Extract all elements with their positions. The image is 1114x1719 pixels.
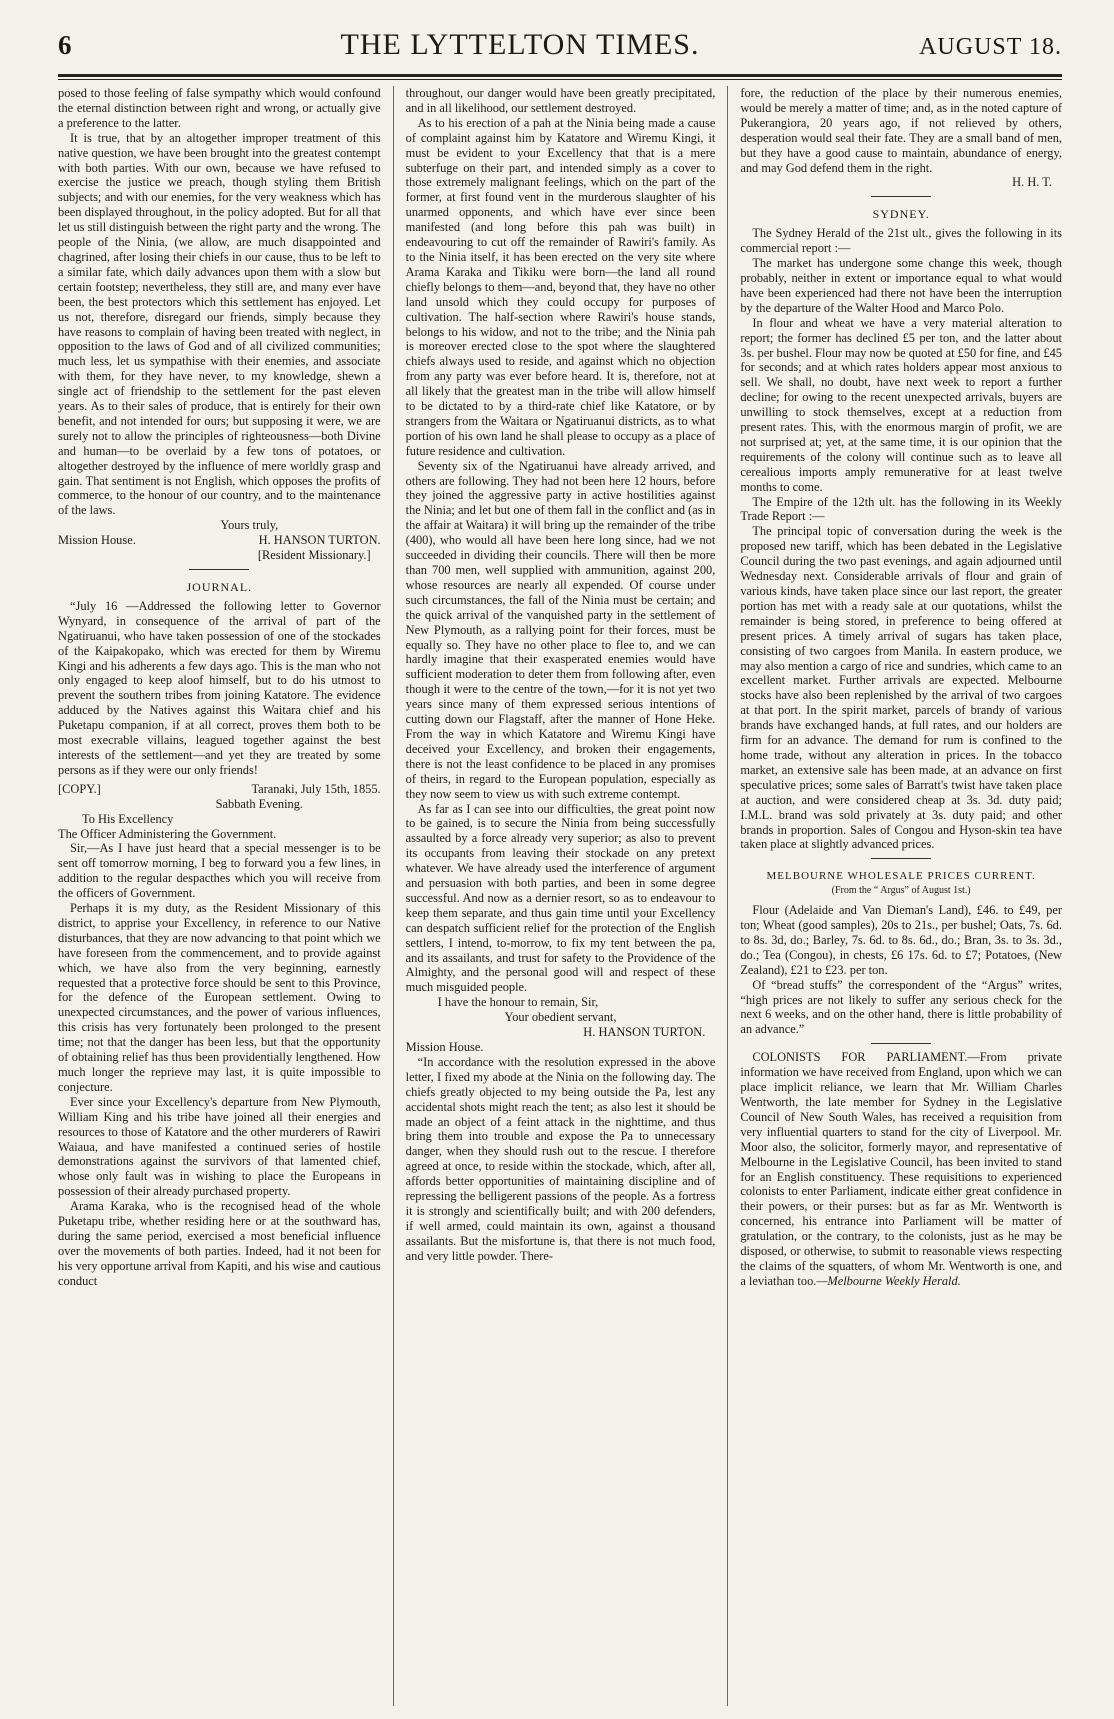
issue-date: AUGUST 18. xyxy=(919,34,1062,60)
paragraph: Seventy six of the Ngatiruanui have already arrived, and others are following. They had not been here 12 hours, before they joined the aggressive party in active hostilities against the Ninia; and let but one of them fall in the conflict and (as in the affair at Waitara) it will bring up the remainder of the tribe (400), who would all have been here long since, had we not succeeded in dividing their councils. There will then be more than 700 men, well supplied with ammunition, against 200, whose resources are nearly all expended. Of course under such circumstances, the fall of the Ninia must be certain; and the quick arrival of the vanquished party in the settlement of New Plymouth, as a rallying point for their forces, must be equally so. They have no other place to flee to, and we can hardly imagine that their exasperated enemies would have sufficient moderation to deter them from following after, even though it were to the centre of the town,—for it is not yet two years since many of them expressed serious intentions of cutting down our Flagstaff, after the manner of Hone Heke. From the way in which Katatore and Wiremu Kingi have deceived your Excellency, and broken their engagements, there is not the least confidence to be placed in any promises of theirs, in regard to the European population, especially as they now seem to view us with such extreme contempt. xyxy=(405,458,716,801)
paragraph: In flour and wheat we have a very material alteration to report; the former has declined £5 per ton, and the latter about 3s. per bushel. Flour may now be quoted at £50 for fine, and £45 for seconds; and at which rates holders appear most anxious to sell. We shall, no doubt, have next week to report a further decline; for owing to the recent unexpected arrivals, buyers are unwilling to stock themselves, except at a reduction from present rates. This, with the enormous margin of profit, we are not surprised at; yet, at the same time, it is our opinion that the requirements of the colony will continue such as to leave all cerealious imports amply remunerative for at least twelve months to come. xyxy=(740,315,1062,494)
paragraph: The Sydney Herald of the 21st ult., gives the following in its commercial report :— xyxy=(740,226,1062,256)
letter-place-date: Taranaki, July 15th, 1855. xyxy=(251,781,381,796)
closing-salutation: Yours truly, xyxy=(220,518,279,533)
page-number: 6 xyxy=(58,30,72,60)
paragraph: posed to those feeling of false sympathy which would confound the eternal distinction between right and wrong, or actually give a preference to the latter. xyxy=(58,86,381,130)
column-1 xyxy=(58,86,393,1706)
column-3 xyxy=(727,86,1062,1706)
masthead xyxy=(58,28,1062,68)
signature-name: H. HANSON TURTON. xyxy=(583,1025,706,1040)
signature-name: H. HANSON TURTON. xyxy=(258,533,381,548)
section-heading-sydney: SYDNEY. xyxy=(872,207,930,222)
paragraph: Sir,—As I have just heard that a special messenger is to be sent off tomorrow morning, I beg to forward you a few lines, in addition to the regular despacthes which you will receive from the officers of Government. xyxy=(58,841,381,901)
author-initials: H. H. T. xyxy=(1012,175,1052,190)
signature-place: Mission House. xyxy=(405,1040,484,1054)
paragraph: throughout, our danger would have been greatly precipitated, and in all likelihood, our settlement destroyed. xyxy=(405,86,716,115)
column-2 xyxy=(393,86,728,1706)
addressee-line: To His Excellency xyxy=(82,811,174,826)
paragraph: I have the honour to remain, Sir, xyxy=(437,995,599,1010)
source-credit: —Melbourne Weekly Herald. xyxy=(816,1273,961,1288)
paragraph: Ever since your Excellency's departure from New Plymouth, William King and his tribe have joined all their energies and resources to those of Katatore and the other murderers of Rawiri Waiaua, and have manifested a continued series of hostile demonstrations against the survivors of that lamented chief, whose only fault was in wishing to place the Europeans in possession of their already purchased property. xyxy=(58,1094,381,1199)
paragraph: Of “bread stuffs” the correspondent of the “Argus” writes, “high prices are not likely to suffer any serious check for the next 6 weeks, and on the other hand, there is little probability of an advance.” xyxy=(740,977,1062,1037)
paragraph: fore, the reduction of the place by their numerous enemies, would be merely a matter of time; and, as in the noted capture of Pukerangiora, 20 years ago, if not relieved by others, desperation would seal their fate. They are a small band of men, but they have a good cause to maintain, abundance of energy, and may God defend them in the right. xyxy=(740,86,1062,175)
signature-line xyxy=(58,533,381,548)
divider xyxy=(189,569,249,570)
paragraph: The market has undergone some change this week, though probably, neither in extent or importance equal to what would have been experienced had there not have been the interruption by the departure of the Walter Hood and Marco Polo. xyxy=(740,256,1062,315)
paragraph: “In accordance with the resolution expressed in the above letter, I fixed my abode at the Ninia on the following day. The chiefs greatly objected to my being outside the Pa, lest any accidental shots might reach the tent; as also lest it should be made an object of a feint attack in the nighttime, and thus bring them into trouble and expose the Pa to unnecessary danger, when they should rush out to the rescue. I therefore agreed at once, to reside within the stockade, which, after all, affords better opportunities of maintaining discipline and of repressing the belligerent passions of the people. As a fortress it is strongly and scientifically built; and with 200 defenders, if well armed, could maintain its own, against a thousand assailants. But the misfortune is, that there is not much food, and very little powder. There- xyxy=(405,1054,716,1263)
section-heading-journal: JOURNAL. xyxy=(186,580,253,594)
section-subheading: (From the “ Argus” of August 1st.) xyxy=(831,885,971,897)
divider xyxy=(871,858,931,859)
paragraph: “July 16 —Addressed the following letter to Governor Wynyard, in consequence of the arrival of part of the Ngatiruanui, who have taken possession of one of the stockades of the Kaipakopako, which was erected for them by Wiremu Kingi and his adherents a few days ago. This is the man who not only engaged to keep aloof himself, but to do his utmost to prevent the southern tribes from joining Katatore. The evidence adduced by the Natives against this Waitara chief and his Puketapu companion, if at all correct, proves them both to be most execrable villains, leagued together against the best interests of the settlement—and yet they are treated by some persons as if they were our only friends! xyxy=(58,598,381,777)
paragraph: It is true, that by an altogether improper treatment of this native question, we have been brought into the greatest contempt with both parties. With our own, because we have refused to exercise the justice we preach, though styling them British subjects; and with our enemies, for the very weakness which has been displayed throughout, in the policy adopted. But for all that let us still distinguish between the right party and the wrong. The people of the Ninia, (we allow, are much disappointed and chagrined, after losing their chiefs in our cause, thus to be left to a similar fate, which daily advances upon them with a slow but certain footstep; nevertheless, they still are, and many ever have been, the best protectors which this settlement has enjoyed. Let us not, therefore, disregard our friends, simply because they have reasons to complain of having been treated with neglect, in opposition to the laws of God and of all civilized communities; much less, let us sympathise with their enemies, and associate with them, for they have never, to my knowledge, shewn a single act of friendship to the settlement for the past eleven years. As to their sales of produce, that is entirely for their own benefit, and not intended for ours; but supposing it were, we are surely not to allow the principles of righteousness—both Divine and human—to be overlaid by a few tons of potatoes, or altogether destroyed by the influence of mere worldly grasp and gain. That sentiment is not English, which opposes the profits of commerce, to the honour of our country, and to the maintenance of the laws. xyxy=(58,130,381,518)
copy-label: [COPY.] xyxy=(58,781,101,796)
letter-header xyxy=(58,782,381,797)
newspaper-title: THE LYTTELTON TIMES. xyxy=(340,28,700,61)
signature-title: [Resident Missionary.] xyxy=(257,548,371,563)
addressee-line: The Officer Administering the Government. xyxy=(58,826,277,841)
paragraph: The principal topic of conversation during the week is the proposed new tariff, which has been debated in the Legislative Council during the two past evenings, and again adjourned until Wednesday next. Considerable arrivals of flour and grain of various kinds, have taken place since our last report, the greater portion has met with a ready sale at our quotations, whilst the remainder is being stored, in preference to being offered at present prices. A timely arrival of sugars has taken place, consisting of two cargoes from Manila. In eastern produce, we may also mention a cargo of rice and sundries, which came to an excellent market. Further arrivals are expected. Melbourne stocks have also been replenished by the arrival of two cargoes at that port. In the spirit market, parcels of brandy of various brands have exchanged hands, at full rates, and our holders are firm for an advance. The demand for rum is confined to the home trade, without any alteration in prices. In the tobacco market, an extensive sale has been made, at an advance on first speculative prices; some sales of Barratt's twist have taken place at auction, and were considered cheap at 3s. 3d. duty paid; I.M.L. brand was sold privately at 3s. duty paid; and other brands in proportion. Sales of Congou and Hyson-skin tea have taken place at slightly advanced prices. xyxy=(740,524,1062,852)
paragraph: —From private information we have received from England, upon which we can place implicit reliance, we learn that Mr. William Charles Wentworth, the late member for Sydney in the Legislative Council of New South Wales, has received a requisition from very influential quarters to stand for the city of Liverpool. Mr. Moor also, the solicitor, formerly mayor, and representative of Melbourne in the Legislative Council, has been invited to stand for an English constituency. These requisitions to experienced colonists to enter Parliament, indicate either great confidence in their powers, or their purses: but as far as Mr. Wentworth is concerned, his entrance into Parliament will be matter of gratulation, or the contrary, to the colonists, just as he may be disposed, or otherwise, to submit to reasonable views respecting the claims of the squatters, of whom Mr. Wentworth is one, and a leviathan too. xyxy=(740,1050,1062,1288)
paragraph: Flour (Adelaide and Van Dieman's Land), £46. to £49, per ton; Wheat (good samples), 20s to 21s., per bushel; Oats, 7s. 6d. to 8s. 3d, do.; Barley, 7s. 6d. to 8s. 6d., do.; Bran, 3s. to 3s. 3d., do.; Tea (Congou), in chests, £6 17s. 6d. to £7; Potatoes, (New Zealand), £21 to £23. per ton. xyxy=(740,903,1062,977)
paragraph: Arama Karaka, who is the recognised head of the whole Puketapu tribe, whether residing here or at the southward has, during the same period, exercised a most beneficial influence over the movements of both parties. Indeed, had it not been for his very opportune arrival from Kapiti, and his wise and cautious conduct xyxy=(58,1199,381,1288)
masthead-rule xyxy=(58,74,1062,77)
signature-place: Mission House. xyxy=(58,533,136,548)
letter-time: Sabbath Evening. xyxy=(215,796,304,811)
divider xyxy=(871,196,931,197)
masthead-rule-thin xyxy=(58,79,1062,80)
divider xyxy=(871,1043,931,1044)
paragraph: Perhaps it is my duty, as the Resident Missionary of this district, to apprise your Excellency, in reference to our Native disturbances, that they are now advancing to that point which we have foreseen from the commencement, and to provide against which, we have also from the very beginning, earnestly requested that a protective force should be sent to this Province, for the defence of the European settlement. Owing to unexpected circumstances, and the power of various influences, this crisis has very fortunately been prolonged to the present time; not that the danger has been less, but that the opportunity of obtaining relief has thus been providentially lengthened. How much longer the reprieve may last, it is quite impossible to conjecture. xyxy=(58,901,381,1094)
section-heading-colonists: COLONISTS FOR PARLIAMENT. xyxy=(752,1050,968,1065)
article-columns xyxy=(58,86,1062,1706)
paragraph: As far as I can see into our difficulties, the great point now to be gained, is to secure the Ninia from being successfully assaulted by a force already very superior; as also to prevent its occupants from leaving their stockade on any pretext whatever. We have already used the interference of argument and persuasion with both parties, and been in some degree successful. And now as a dernier resort, so as to endeavour to keep them separate, and thus gain time until your Excellency can despatch sufficient relief for the protection of the English settlers, I intend, to-morrow, to fix my tent between the pa, and its assailants, and trust for safety to the Providence of the Almighty, and the personal good will and respect of these much misguided people. xyxy=(405,801,716,995)
paragraph: The Empire of the 12th ult. has the following in its Weekly Trade Report :— xyxy=(740,494,1062,524)
section-heading-melbourne-prices: MELBOURNE WHOLESALE PRICES CURRENT. xyxy=(766,870,1036,883)
paragraph: As to his erection of a pah at the Ninia being made a cause of complaint against him by Katatore and Wiremu Kingi, it must be evident to your Excellency that that is a mere subterfuge on their part, and intended simply as a cover to those extremely malignant feelings, which on the part of the former, at first found vent in the murderous slaughter of his unarmed opponents, and which have ever since been manifested (and long before this pah was built) in endeavouring to cut off the remainder of Rawiri's family. As to the Ninia itself, it has been erected on the very site where Arama Karaka and Tikiku were born—the land all round chiefly belongs to them—and, beyond that, they have no other land unsold which they could occupy for purposes of cultivation. The half-section where Rawiri's house stands, belongs to his widow, and not to the tribe; and the Ninia pah is moreover erected close to the spot where the slaughtered chiefs always used to reside, and against which no objection from any party was ever before heard. It is, therefore, not at all likely that the greatest man in the tribe will allow himself to be dictated to by a third-rate chief like Katatore, or by strangers from the Waitara or Ngatiruanui districts, as to what portion of his own land he shall please to occupy as a place of future residence and cultivation. xyxy=(405,115,716,458)
closing-salutation: Your obedient servant, xyxy=(504,1010,617,1025)
